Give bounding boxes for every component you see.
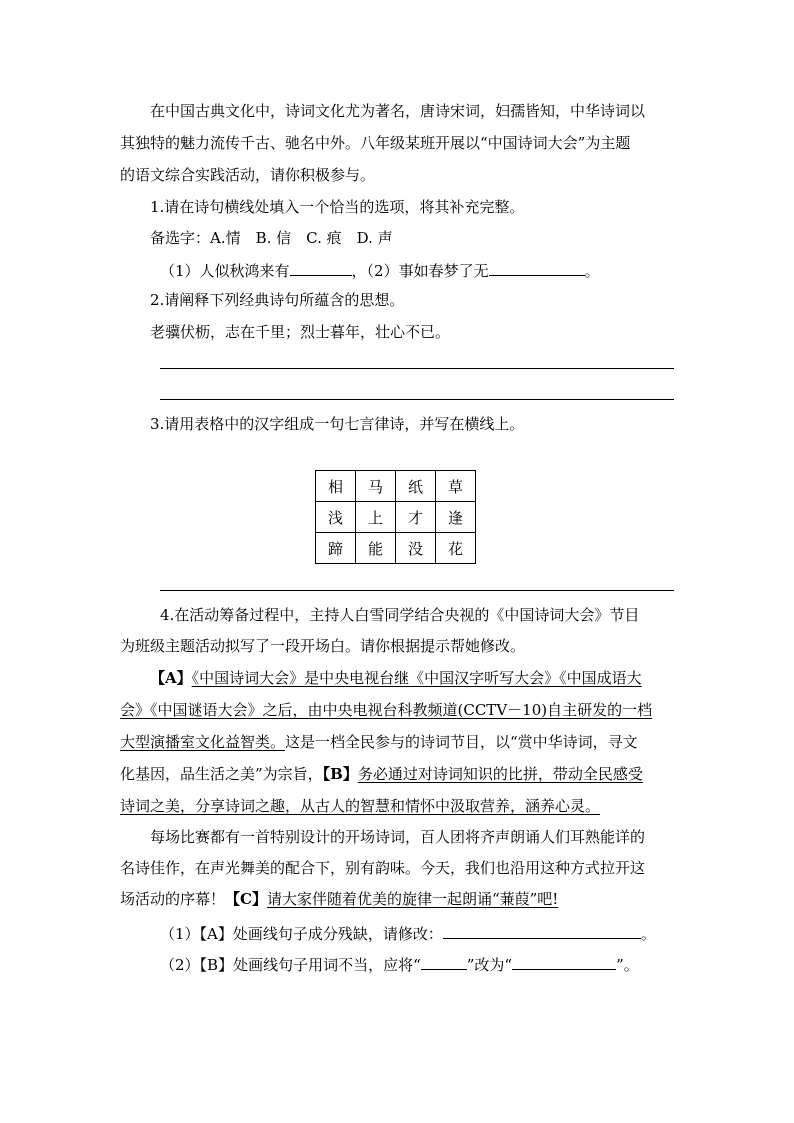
q4-paragraph-a-line-1 (150, 668, 642, 688)
grid-cell: 能 (356, 533, 396, 564)
q4-sub2-blank-2[interactable] (512, 953, 616, 970)
q1-sub1-text: （1）人似秋鸿来有 (160, 262, 290, 280)
q4-sub2-blank-1[interactable] (421, 953, 467, 970)
underlined-sentence-c: 请大家伴随着优美的旋律一起朗诵“蒹葭”吧! (266, 890, 559, 908)
q4-text: 化基因，品生活之美”为宗旨， (120, 765, 323, 783)
q4-paragraph-a-line-5 (120, 796, 600, 816)
marker-c: 【C】 (225, 890, 267, 908)
q4-paragraph-c-line-1: 每场比赛都有一首特别设计的开场诗词，百人团将齐声朗诵人们耳熟能详的 (150, 828, 646, 846)
q1-options: 备选字：A.情 B. 信 C. 痕 D. 声 (150, 229, 393, 247)
q4-line-2: 为班级主题活动拟写了一段开场白。请你根据提示帮她修改。 (120, 637, 526, 655)
grid-row (316, 533, 476, 564)
grid-cell: 浅 (316, 502, 356, 533)
grid-cell: 才 (396, 502, 436, 533)
q4-paragraph-c-line-2: 名诗佳作，在声光舞美的配合下，别有韵味。今天，我们也沿用这种方式拉开这 (120, 859, 646, 877)
q4-sub1-blank[interactable] (443, 922, 641, 939)
q3-title: 3.请用表格中的汉字组成一句七言律诗，并写在横线上。 (150, 415, 525, 433)
intro-line-3: 的语文综合实践活动，请你积极参与。 (120, 166, 376, 184)
intro-line-2: 其独特的魅力流传千古、驰名中外。八年级某班开展以“中国诗词大会”为主题 (120, 134, 631, 152)
underlined-sentence-a: 《中国诗词大会》是中央电视台继《中国汉字听写大会》《中国成语大 (191, 669, 642, 687)
q4-paragraph-a-line-3 (120, 732, 638, 752)
q4-sub-2 (160, 953, 639, 973)
q3-answer-line[interactable] (160, 590, 674, 591)
intro-line-1: 在中国古典文化中，诗词文化尤为著名，唐诗宋词，妇孺皆知，中华诗词以 (150, 102, 646, 120)
q4-sub2-text: （2）【B】处画线句子用词不当，应将“ (160, 956, 421, 974)
q2-answer-line-2[interactable] (160, 399, 674, 400)
q4-sub1-text: （1）【A】处画线句子成分残缺，请修改： (160, 925, 443, 943)
q4-paragraph-c-line-3 (120, 889, 558, 909)
q3-character-grid (315, 470, 476, 564)
q4-paragraph-a-line-2 (120, 700, 652, 720)
underlined-sentence-b: 务必通过对诗词知识的比拼，带动全民感受 (357, 765, 643, 783)
q1-title: 1.请在诗句横线处填入一个恰当的选项，将其补充完整。 (150, 198, 525, 216)
marker-a: 【A】 (150, 669, 192, 687)
q1-subquestions (160, 259, 600, 279)
q2-quote: 老骥伏枥，志在千里；烈士暮年，壮心不已。 (150, 323, 451, 341)
q4-text: 场活动的序幕！ (120, 890, 226, 908)
grid-cell: 花 (436, 533, 476, 564)
q4-text: 这是一档全民参与的诗词节目，以“赏中华诗词，寻文 (285, 733, 638, 751)
grid-cell: 没 (396, 533, 436, 564)
q4-paragraph-a-line-4 (120, 764, 643, 784)
q4-sub-1 (160, 922, 656, 942)
grid-row (316, 471, 476, 502)
q1-sub2-text: ，（2）事如春梦了无 (351, 262, 489, 280)
q1-blank-2[interactable] (489, 259, 585, 276)
grid-row (316, 502, 476, 533)
q2-answer-line-1[interactable] (160, 368, 674, 369)
q4-sub2-mid: ”改为“ (466, 956, 513, 974)
q4-sub1-end: 。 (640, 925, 656, 943)
grid-cell: 逢 (436, 502, 476, 533)
grid-cell: 相 (316, 471, 356, 502)
grid-cell: 草 (436, 471, 476, 502)
q4-line-1: 4.在活动筹备过程中，主持人白雪同学结合央视的《中国诗词大会》节目 (160, 606, 640, 624)
q1-blank-1[interactable] (290, 259, 352, 276)
marker-b: 【B】 (322, 765, 358, 783)
grid-cell: 上 (356, 502, 396, 533)
underlined-sentence-b-cont: 诗词之美，分享诗词之趣，从古人的智慧和情怀中汲取营养，涵养心灵。 (120, 797, 601, 815)
underlined-sentence-a-cont: 会》《中国谜语大会》之后，由中央电视台科教频道(CCTV－10)自主研发的一档 (120, 701, 653, 719)
grid-cell: 蹄 (316, 533, 356, 564)
q1-end: 。 (584, 262, 600, 280)
q2-title: 2.请阐释下列经典诗句所蕴含的思想。 (150, 291, 405, 309)
q4-sub2-end: ”。 (616, 956, 639, 974)
grid-cell: 纸 (396, 471, 436, 502)
grid-cell: 马 (356, 471, 396, 502)
underlined-sentence-a-end: 大型演播室文化益智类。 (120, 733, 286, 751)
